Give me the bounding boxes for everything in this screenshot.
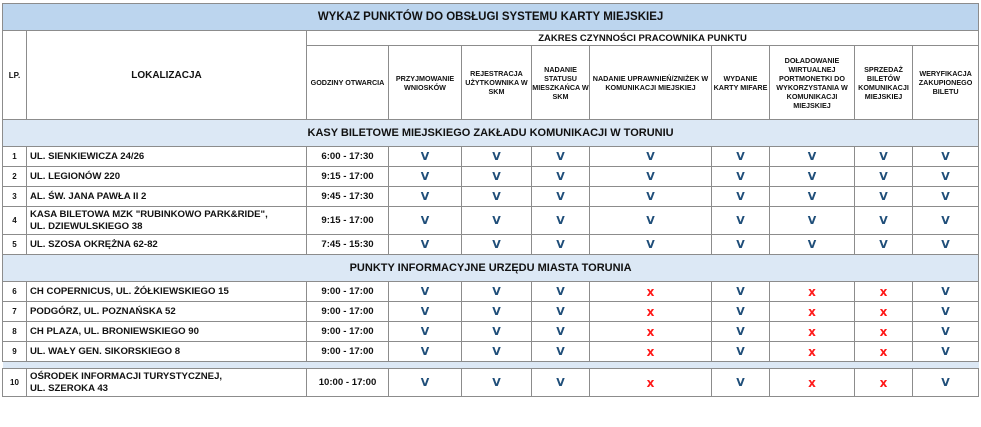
- cross-mark-icon: x: [855, 322, 913, 342]
- col-header-registration: REJESTRACJA UŻYTKOWNIKA W SKM: [462, 46, 532, 120]
- check-mark-icon: V: [532, 342, 590, 362]
- cross-mark-icon: x: [855, 302, 913, 322]
- row-number: 5: [3, 235, 27, 255]
- check-mark-icon: V: [462, 235, 532, 255]
- location-cell: [27, 282, 307, 302]
- table-row: [3, 235, 979, 255]
- col-header-topup: DOŁADOWANIE WIRTUALNEJ PORTMONETKI DO WYKORZYSTANIA W KOMUNIKACJI MIEJSKIEJ: [770, 46, 855, 120]
- opening-hours: 9:00 - 17:00: [307, 302, 389, 322]
- cross-mark-icon: x: [855, 282, 913, 302]
- check-mark-icon: V: [913, 187, 979, 207]
- lp-header: LP.: [3, 31, 27, 120]
- check-mark-icon: V: [712, 282, 770, 302]
- check-mark-icon: V: [389, 282, 462, 302]
- check-mark-icon: V: [770, 207, 855, 235]
- cross-mark-icon: x: [590, 342, 712, 362]
- location-cell: [27, 369, 307, 397]
- check-mark-icon: V: [389, 302, 462, 322]
- cross-mark-icon: x: [770, 302, 855, 322]
- check-mark-icon: V: [913, 369, 979, 397]
- check-mark-icon: V: [712, 167, 770, 187]
- check-mark-icon: V: [712, 207, 770, 235]
- opening-hours: 9:00 - 17:00: [307, 322, 389, 342]
- col-header-card-issue: WYDANIE KARTY MIFARE: [712, 46, 770, 120]
- location-cell: [27, 187, 307, 207]
- location-line: UL. LEGIONÓW 220: [30, 170, 121, 182]
- cross-mark-icon: x: [855, 342, 913, 362]
- check-mark-icon: V: [462, 369, 532, 397]
- row-number: 9: [3, 342, 27, 362]
- check-mark-icon: V: [462, 342, 532, 362]
- check-mark-icon: V: [712, 369, 770, 397]
- check-mark-icon: V: [389, 147, 462, 167]
- table-row: [3, 167, 979, 187]
- check-mark-icon: V: [770, 235, 855, 255]
- check-mark-icon: V: [913, 282, 979, 302]
- opening-hours: 10:00 - 17:00: [307, 369, 389, 397]
- check-mark-icon: V: [389, 342, 462, 362]
- check-mark-icon: V: [913, 167, 979, 187]
- location-header: LOKALIZACJA: [27, 31, 307, 120]
- check-mark-icon: V: [389, 235, 462, 255]
- check-mark-icon: V: [913, 235, 979, 255]
- check-mark-icon: V: [855, 187, 913, 207]
- table-row: [3, 282, 979, 302]
- check-mark-icon: V: [590, 167, 712, 187]
- check-mark-icon: V: [913, 147, 979, 167]
- table-row: [3, 187, 979, 207]
- check-mark-icon: V: [855, 235, 913, 255]
- cross-mark-icon: x: [770, 369, 855, 397]
- check-mark-icon: V: [389, 322, 462, 342]
- check-mark-icon: V: [389, 167, 462, 187]
- row-number: 6: [3, 282, 27, 302]
- check-mark-icon: V: [462, 322, 532, 342]
- row-number: 7: [3, 302, 27, 322]
- location-line: UL. WAŁY GEN. SIKORSKIEGO 8: [30, 345, 181, 357]
- check-mark-icon: V: [532, 147, 590, 167]
- check-mark-icon: V: [532, 282, 590, 302]
- opening-hours: 9:45 - 17:30: [307, 187, 389, 207]
- cross-mark-icon: x: [770, 282, 855, 302]
- cross-mark-icon: x: [590, 302, 712, 322]
- check-mark-icon: V: [855, 207, 913, 235]
- row-number: 2: [3, 167, 27, 187]
- location-line: UL. SIENKIEWICZA 24/26: [30, 150, 145, 162]
- table-title: WYKAZ PUNKTÓW DO OBSŁUGI SYSTEMU KARTY MIEJSKIEJ: [3, 4, 979, 31]
- points-table: [2, 3, 979, 397]
- table-row: [3, 342, 979, 362]
- opening-hours: 6:00 - 17:30: [307, 147, 389, 167]
- location-line: OŚRODEK INFORMACJI TURYSTYCZNEJ,: [30, 370, 223, 382]
- check-mark-icon: V: [532, 302, 590, 322]
- location-cell: [27, 207, 307, 235]
- check-mark-icon: V: [462, 282, 532, 302]
- row-number: 10: [3, 369, 27, 397]
- check-mark-icon: V: [913, 322, 979, 342]
- col-header-discounts: NADANIE UPRAWNIEŃ/ZNIŻEK W KOMUNIKACJI MIEJSKIEJ: [590, 46, 712, 120]
- row-number: 8: [3, 322, 27, 342]
- opening-hours: 7:45 - 15:30: [307, 235, 389, 255]
- check-mark-icon: V: [913, 342, 979, 362]
- col-header-ticket-verification: WERYFIKACJA ZAKUPIONEGO BILETU: [913, 46, 979, 120]
- check-mark-icon: V: [855, 167, 913, 187]
- section-title: KASY BILETOWE MIEJSKIEGO ZAKŁADU KOMUNIKACJI W TORUNIU: [3, 120, 979, 147]
- check-mark-icon: V: [389, 369, 462, 397]
- check-mark-icon: V: [712, 187, 770, 207]
- check-mark-icon: V: [770, 147, 855, 167]
- check-mark-icon: V: [712, 322, 770, 342]
- location-cell: [27, 235, 307, 255]
- check-mark-icon: V: [462, 167, 532, 187]
- location-line: KASA BILETOWA MZK "RUBINKOWO PARK&RIDE",: [30, 208, 268, 220]
- col-header-resident-status: NADANIE STATUSU MIESZKAŃCA W SKM: [532, 46, 590, 120]
- check-mark-icon: V: [532, 369, 590, 397]
- check-mark-icon: V: [462, 207, 532, 235]
- location-cell: [27, 302, 307, 322]
- check-mark-icon: V: [770, 187, 855, 207]
- row-number: 4: [3, 207, 27, 235]
- opening-hours: 9:15 - 17:00: [307, 167, 389, 187]
- check-mark-icon: V: [590, 235, 712, 255]
- cross-mark-icon: x: [770, 322, 855, 342]
- cross-mark-icon: x: [855, 369, 913, 397]
- check-mark-icon: V: [770, 167, 855, 187]
- opening-hours: 9:00 - 17:00: [307, 342, 389, 362]
- check-mark-icon: V: [462, 187, 532, 207]
- check-mark-icon: V: [532, 207, 590, 235]
- check-mark-icon: V: [712, 147, 770, 167]
- table-row: [3, 369, 979, 397]
- location-cell: [27, 167, 307, 187]
- check-mark-icon: V: [590, 187, 712, 207]
- cross-mark-icon: x: [590, 322, 712, 342]
- location-cell: [27, 342, 307, 362]
- check-mark-icon: V: [855, 147, 913, 167]
- check-mark-icon: V: [532, 187, 590, 207]
- check-mark-icon: V: [712, 342, 770, 362]
- location-line-2: UL. DZIEWULSKIEGO 38: [30, 220, 143, 232]
- check-mark-icon: V: [913, 207, 979, 235]
- row-number: 1: [3, 147, 27, 167]
- cross-mark-icon: x: [590, 282, 712, 302]
- table-row: [3, 322, 979, 342]
- table-row: [3, 147, 979, 167]
- opening-hours: 9:15 - 17:00: [307, 207, 389, 235]
- check-mark-icon: V: [462, 302, 532, 322]
- cross-mark-icon: x: [770, 342, 855, 362]
- location-cell: [27, 322, 307, 342]
- check-mark-icon: V: [532, 235, 590, 255]
- location-line-2: UL. SZEROKA 43: [30, 382, 109, 394]
- section-title: PUNKTY INFORMACYJNE URZĘDU MIASTA TORUNIA: [3, 255, 979, 282]
- opening-hours: 9:00 - 17:00: [307, 282, 389, 302]
- location-line: CH COPERNICUS, UL. ŻÓŁKIEWSKIEGO 15: [30, 285, 229, 297]
- location-line: AL. ŚW. JANA PAWŁA II 2: [30, 190, 147, 202]
- check-mark-icon: V: [389, 187, 462, 207]
- location-line: PODGÓRZ, UL. POZNAŃSKA 52: [30, 305, 176, 317]
- location-line: CH PLAZA, UL. BRONIEWSKIEGO 90: [30, 325, 199, 337]
- col-header-hours: GODZINY OTWARCIA: [307, 46, 389, 120]
- check-mark-icon: V: [712, 302, 770, 322]
- check-mark-icon: V: [532, 322, 590, 342]
- check-mark-icon: V: [712, 235, 770, 255]
- check-mark-icon: V: [462, 147, 532, 167]
- table-row: [3, 302, 979, 322]
- check-mark-icon: V: [590, 147, 712, 167]
- check-mark-icon: V: [913, 302, 979, 322]
- section-spacer: [3, 362, 979, 369]
- location-line: UL. SZOSA OKRĘŻNA 62-82: [30, 238, 158, 250]
- scope-header: ZAKRES CZYNNOŚCI PRACOWNIKA PUNKTU: [307, 31, 979, 46]
- row-number: 3: [3, 187, 27, 207]
- col-header-ticket-sales: SPRZEDAŻ BILETÓW KOMUNIKACJI MIEJSKIEJ: [855, 46, 913, 120]
- spacer-cell: [3, 362, 979, 369]
- check-mark-icon: V: [590, 207, 712, 235]
- check-mark-icon: V: [389, 207, 462, 235]
- cross-mark-icon: x: [590, 369, 712, 397]
- check-mark-icon: V: [532, 167, 590, 187]
- table-row: [3, 207, 979, 235]
- location-cell: [27, 147, 307, 167]
- col-header-applications: PRZYJMOWANIE WNIOSKÓW: [389, 46, 462, 120]
